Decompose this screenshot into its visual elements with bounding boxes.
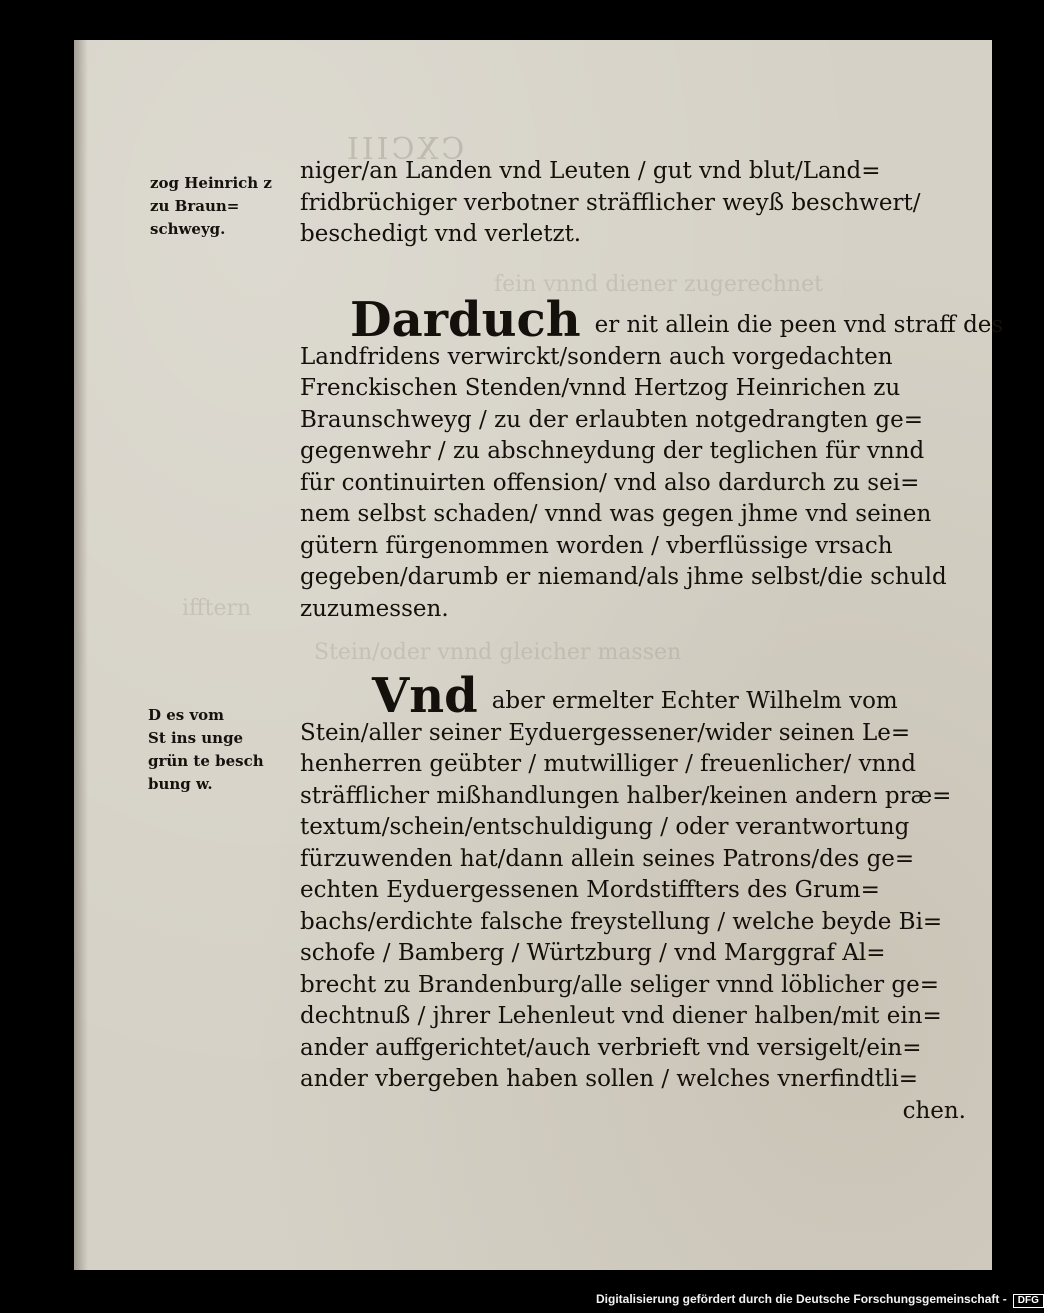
paragraph (300, 668, 970, 1127)
catchword: chen. (902, 1097, 966, 1124)
funding-credit-text: Digitalisierung gefördert durch die Deutsche Forschungsgemeinschaft - (596, 1292, 1007, 1306)
marginal-note-line: zu Braun= (150, 197, 240, 215)
text-line: zuzumessen. (300, 595, 449, 622)
text-line: gütern fürgenommen worden / vberflüssige vrsach (300, 532, 893, 559)
text-line: Braunschweyg / zu der erlaubten notgedrangten ge= (300, 406, 923, 433)
text-line: gegeben/darumb er niemand/als jhme selbst/die schuld (300, 564, 947, 590)
marginal-note-line: zog Heinrich z (150, 174, 272, 192)
marginal-note-line: schweyg. (150, 220, 226, 238)
marginal-note-line: St ins unge (148, 729, 244, 747)
text-line: ander vbergeben haben sollen / welches vnerfindtli= (300, 1066, 919, 1092)
text-line: Landfridens verwirckt/sondern auch vorgedachten (300, 343, 893, 370)
marginal-note-line: grün te besch (148, 752, 264, 770)
marginal-note-line: bung w. (148, 775, 213, 793)
text-line-rest: aber ermelter Echter Wilhelm vom (491, 688, 898, 714)
text-line-rest: er nit allein die peen vnd straff des (594, 312, 1004, 338)
text-line: für continuirten offension/ vnd also dardurch zu sei= (300, 469, 920, 496)
paragraph (300, 156, 970, 251)
bleed-through-folio: CXCIII (344, 132, 465, 167)
marginal-note (150, 172, 300, 241)
text-line: textum/schein/entschuldigung / oder verantwortung (300, 814, 910, 840)
bleed-through-text: fein vnnd diener zugerechnet (494, 272, 823, 297)
page-gutter-shadow (74, 40, 88, 1270)
marginal-note-line: D es vom (148, 706, 225, 724)
bleed-through-text: Stein/oder vnnd gleicher massen (314, 640, 682, 665)
paragraph (300, 292, 1004, 625)
bleed-through-text: ifftern (182, 596, 252, 621)
text-line: schofe / Bamberg / Würtzburg / vnd Marggraf Al= (300, 940, 886, 966)
text-line: beschedigt vnd verletzt. (300, 221, 582, 247)
text-line: henherren geübter / mutwilliger / freuenlicher/ vnnd (300, 751, 916, 777)
text-line: dechtnuß / jhrer Lehenleut vnd diener halben/mit ein= (300, 1003, 942, 1029)
text-line: fridbrüchiger verbotner sträfflicher weyß beschwert/ (300, 189, 921, 216)
text-line: bachs/erdichte falsche freystellung / welche beyde Bi= (300, 908, 943, 935)
dfg-logo: DFG (1013, 1294, 1044, 1308)
text-line: nem selbst schaden/ vnnd was gegen jhme vnd seinen (300, 501, 932, 527)
text-line: sträfflicher mißhandlungen halber/keinen andern præ= (300, 782, 952, 809)
text-line: fürzuwenden hat/dann allein seines Patrons/des ge= (300, 845, 915, 872)
initial-word: Darduch (350, 292, 581, 348)
text-line: gegenwehr / zu abschneydung der teglichen für vnnd (300, 438, 925, 464)
marginal-note (148, 704, 298, 796)
text-line: ander auffgerichtet/auch verbrieft vnd versigelt/ein= (300, 1034, 922, 1061)
text-line: niger/an Landen vnd Leuten / gut vnd blut/Land= (300, 158, 881, 184)
funding-credit (596, 1292, 1044, 1308)
text-line (300, 668, 970, 724)
text-line (300, 292, 1004, 348)
text-line: Stein/aller seiner Eyduergessener/wider seinen Le= (300, 719, 911, 746)
text-line: Frenckischen Stenden/vnnd Hertzog Heinrichen zu (300, 375, 901, 401)
text-line: echten Eyduergessenen Mordstiffters des Grum= (300, 877, 880, 903)
initial-word: Vnd (372, 668, 478, 724)
text-line: brecht zu Brandenburg/alle seliger vnnd löblicher ge= (300, 971, 940, 998)
